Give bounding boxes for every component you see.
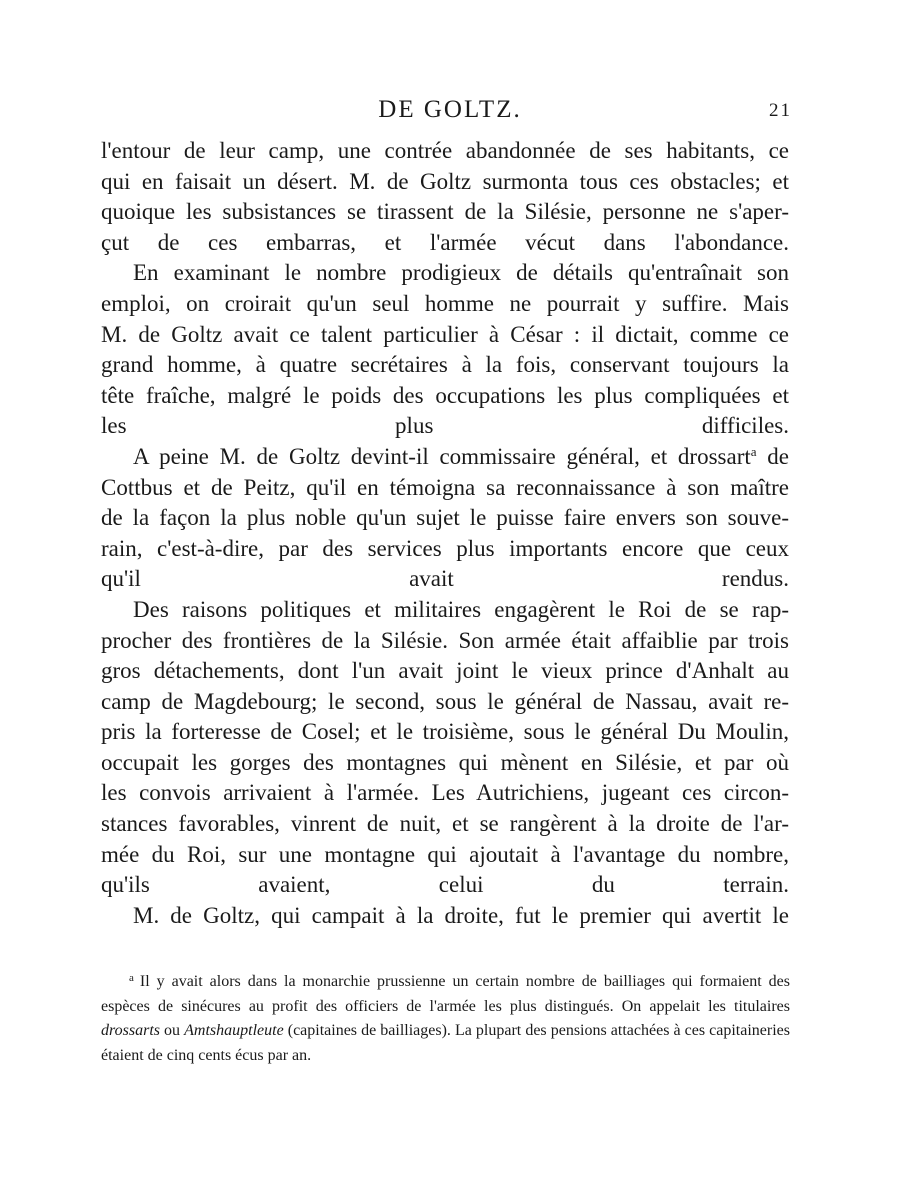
footnotes xyxy=(101,970,790,1068)
footnote-text: ou xyxy=(159,1022,185,1039)
running-head xyxy=(0,96,900,128)
text-line: quoique les subsistances se tirassent de la Silésie, personne ne s'aper- xyxy=(101,199,789,225)
text-line: emploi, on croirait qu'un seul homme ne pourrait y suffire. Mais xyxy=(101,290,789,316)
text-line: Des raisons politiques et militaires engagèrent le Roi de se rap- xyxy=(133,596,789,622)
text-line: de xyxy=(756,443,789,469)
paragraph-1 xyxy=(101,136,789,258)
text-line: rain, c'est-à-dire, par des services plus importants encore que ceux xyxy=(101,535,789,561)
text-line: procher des frontières de la Silésie. Son armée était affaiblie par trois xyxy=(101,627,789,653)
footnote-term: drossarts xyxy=(101,1022,160,1039)
footnote-text: Il y avait alors dans la monarchie prussienne un certain nombre de bailliages qui formaient des espèces de sinécures au profit des officiers de l'armée les plus distingués. On appelait les titulaires xyxy=(101,973,790,1015)
text-line: En examinant le nombre prodigieux de détails qu'entraînait son xyxy=(133,260,789,286)
footnote-a xyxy=(101,970,790,1068)
paragraph-5 xyxy=(101,901,789,932)
text-line: pris la forteresse de Cosel; et le troisième, sous le général Du Moulin, xyxy=(101,719,789,745)
footnote-mark: a xyxy=(129,972,134,984)
body-text xyxy=(101,136,789,931)
text-line: Cottbus et de Peitz, qu'il en témoigna sa reconnaissance à son maître xyxy=(101,474,789,500)
paragraph-2 xyxy=(101,258,789,442)
text-line: çut de ces embarras, et l'armée vécut dans l'abondance. xyxy=(101,229,789,255)
footnote-term: Amtshauptleute xyxy=(184,1022,284,1039)
text-line: les convois arrivaient à l'armée. Les Autrichiens, jugeant ces circon- xyxy=(101,780,789,806)
text-line: grand homme, à quatre secrétaires à la fois, conservant toujours la xyxy=(101,352,789,378)
text-line: A peine M. de Goltz devint-il commissaire général, et drossart xyxy=(133,443,751,469)
text-line: l'entour de leur camp, une contrée abandonnée de ses habitants, ce xyxy=(101,138,789,163)
text-line: les plus difficiles. xyxy=(101,413,789,439)
text-line: mée du Roi, sur une montagne qui ajoutait à l'avantage du nombre, xyxy=(101,841,789,867)
text-line: M. de Goltz, qui campait à la droite, fut le premier qui avertit le xyxy=(133,902,789,928)
text-line: stances favorables, vinrent de nuit, et se rangèrent à la droite de l'ar- xyxy=(101,811,789,837)
footnote-reference[interactable]: a xyxy=(750,443,757,459)
page-number: 21 xyxy=(769,100,792,121)
text-line: camp de Magdebourg; le second, sous le général de Nassau, avait re- xyxy=(101,688,789,714)
running-title: DE GOLTZ. xyxy=(378,96,522,123)
paragraph-3 xyxy=(101,442,789,595)
paragraph-4 xyxy=(101,595,789,901)
footnote-text: (capitaines de bailliages). La plupart des pensions attachées à ces capitaineries étaient de cinq cents écus par an. xyxy=(101,1022,791,1064)
text-line: qui en faisait un désert. M. de Goltz surmonta tous ces obstacles; et xyxy=(101,168,789,194)
text-line: M. de Goltz avait ce talent particulier à César : il dictait, comme ce xyxy=(101,321,789,347)
text-line: qu'il avait rendus. xyxy=(101,566,789,592)
text-line: qu'ils avaient, celui du terrain. xyxy=(101,872,789,898)
text-line: tête fraîche, malgré le poids des occupations les plus compliquées et xyxy=(101,382,789,408)
text-line: de la façon la plus noble qu'un sujet le puisse faire envers son souve- xyxy=(101,505,789,531)
text-line: gros détachements, dont l'un avait joint le vieux prince d'Anhalt au xyxy=(101,658,789,684)
text-line: occupait les gorges des montagnes qui mènent en Silésie, et par où xyxy=(101,749,789,775)
